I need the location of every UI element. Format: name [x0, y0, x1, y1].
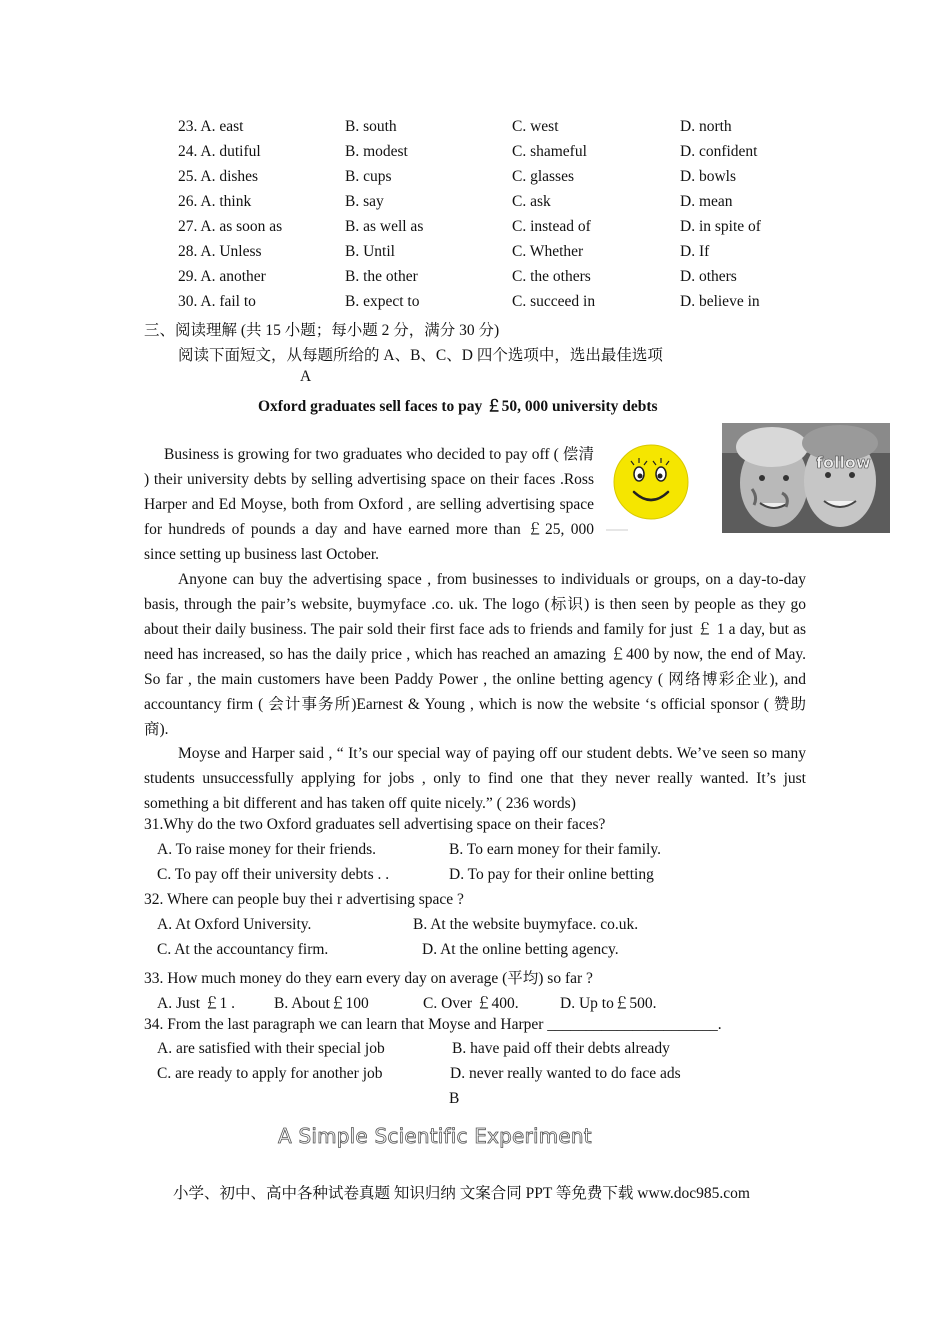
- question-stem: 33. How much money do they earn every day on average (平均) so far ?: [144, 970, 593, 987]
- option-c: C. ask: [512, 193, 551, 210]
- option-a: 26. A. think: [178, 193, 252, 210]
- option-c: C. Whether: [512, 243, 584, 260]
- question-option-c: C. Over ￡400.: [423, 995, 519, 1012]
- option-a: 29. A. another: [178, 268, 266, 285]
- option-row: [0, 218, 950, 243]
- question-option-b: B. At the website buymyface. co.uk.: [413, 916, 639, 933]
- passage-b-label: B: [449, 1090, 460, 1107]
- question-option-b: B. have paid off their debts already: [452, 1040, 670, 1057]
- option-c: C. instead of: [512, 218, 591, 235]
- option-d: D. others: [680, 268, 737, 285]
- option-b: B. Until: [345, 243, 395, 260]
- option-b: B. south: [345, 118, 397, 135]
- option-row: [0, 143, 950, 168]
- question-option-a: A. At Oxford University.: [157, 916, 312, 933]
- graduates-photo: [722, 423, 890, 533]
- question-option-a: A. To raise money for their friends.: [157, 841, 377, 858]
- option-d: D. confident: [680, 143, 758, 160]
- question-stem: 34. From the last paragraph we can learn that Moyse and Harper ______________________.: [144, 1016, 722, 1033]
- question-option-d: D. To pay for their online betting: [449, 866, 654, 883]
- option-b: B. the other: [345, 268, 418, 285]
- option-row: [0, 268, 950, 293]
- question-option-a: A. Just ￡1 .: [157, 995, 235, 1012]
- option-b: B. cups: [345, 168, 392, 185]
- option-d: D. bowls: [680, 168, 736, 185]
- option-a: 30. A. fail to: [178, 293, 256, 310]
- option-row: [0, 168, 950, 193]
- option-b: B. expect to: [345, 293, 420, 310]
- option-row: [0, 293, 950, 318]
- question-option-c: C. At the accountancy firm.: [157, 941, 329, 958]
- option-d: D. in spite of: [680, 218, 761, 235]
- option-a: 27. A. as soon as: [178, 218, 283, 235]
- option-d: D. If: [680, 243, 710, 260]
- option-row: [0, 193, 950, 218]
- question-option-c: C. To pay off their university debts . .: [157, 866, 390, 883]
- passage-a-paragraph-3: Moyse and Harper said , “ It’s our special way of paying off our student debts. We’ve seen so many students unsuccessfully applying for jobs , only to find one that they never really wanted. It’s just something a bit different and has taken off quite nicely.” ( 236 words): [144, 745, 806, 812]
- option-d: D. mean: [680, 193, 733, 210]
- question-option-c: C. are ready to apply for another job: [157, 1065, 383, 1082]
- question-stem: 32. Where can people buy thei r advertising space ?: [144, 891, 464, 908]
- passage-a-paragraph-1: Business is growing for two graduates who decided to pay off ( 偿清 ) their university debts by selling advertising space on their faces .Ross Harper and Ed Moyse, both from Oxford , are selling advertising space for hundreds of pounds a day and have earned more than ￡25, 000 since setting up business last October.: [144, 446, 594, 563]
- section-instruction: 阅读下面短文，从每题所给的 A、B、C、D 四个选项中，选出最佳选项: [178, 347, 663, 364]
- smiley-image: [606, 440, 696, 532]
- option-c: C. succeed in: [512, 293, 596, 310]
- option-b: B. say: [345, 193, 384, 210]
- option-c: C. glasses: [512, 168, 574, 185]
- option-a: 25. A. dishes: [178, 168, 259, 185]
- passage-a-paragraph-2: Anyone can buy the advertising space , from businesses to individuals or groups, on a day-to-day basis, through the pair’s website, buymyface .co. uk. The logo (标识) is then seen by people as they go about their daily business. The pair sold their first face ads to friends and family for just ￡ 1 a day, but as need has increased, so has the daily price , which has reached an amazing ￡400 by now, the end of May. So far , the main customers have been Paddy Power , the online betting agency ( 网络博彩企业), and accountancy firm ( 会计事务所)Earnest & Young , which is now the website ‘s official sponsor ( 赞助商).: [144, 571, 806, 738]
- option-c: C. west: [512, 118, 559, 135]
- question-option-b: B. About￡100: [274, 995, 369, 1012]
- option-a: 28. A. Unless: [178, 243, 262, 260]
- option-c: C. shameful: [512, 143, 587, 160]
- option-d: D. believe in: [680, 293, 760, 310]
- option-row: [0, 243, 950, 268]
- question-stem: 31.Why do the two Oxford graduates sell advertising space on their faces?: [144, 816, 606, 833]
- passage-a-title: Oxford graduates sell faces to pay ￡50, 000 university debts: [258, 398, 658, 415]
- option-d: D. north: [680, 118, 732, 135]
- option-row: [0, 118, 950, 143]
- question-option-d: D. At the online betting agency.: [422, 941, 619, 958]
- passage-a-label: A: [300, 368, 312, 385]
- section-heading: 三、阅读理解 (共 15 小题；每小题 2 分，满分 30 分): [144, 322, 500, 339]
- question-option-a: A. are satisfied with their special job: [157, 1040, 385, 1057]
- option-b: B. modest: [345, 143, 408, 160]
- option-b: B. as well as: [345, 218, 424, 235]
- photo-face-text: follow: [816, 453, 871, 472]
- option-a: 24. A. dutiful: [178, 143, 261, 160]
- option-c: C. the others: [512, 268, 591, 285]
- question-option-b: B. To earn money for their family.: [449, 841, 661, 858]
- option-a: 23. A. east: [178, 118, 244, 135]
- passage-b-title: A Simple Scientific Experiment: [278, 1124, 592, 1148]
- question-option-d: D. never really wanted to do face ads: [450, 1065, 681, 1082]
- question-option-d: D. Up to￡500.: [560, 995, 657, 1012]
- page-footer: 小学、初中、高中各种试卷真题 知识归纳 文案合同 PPT 等免费下载 www.doc985.com: [173, 1185, 750, 1202]
